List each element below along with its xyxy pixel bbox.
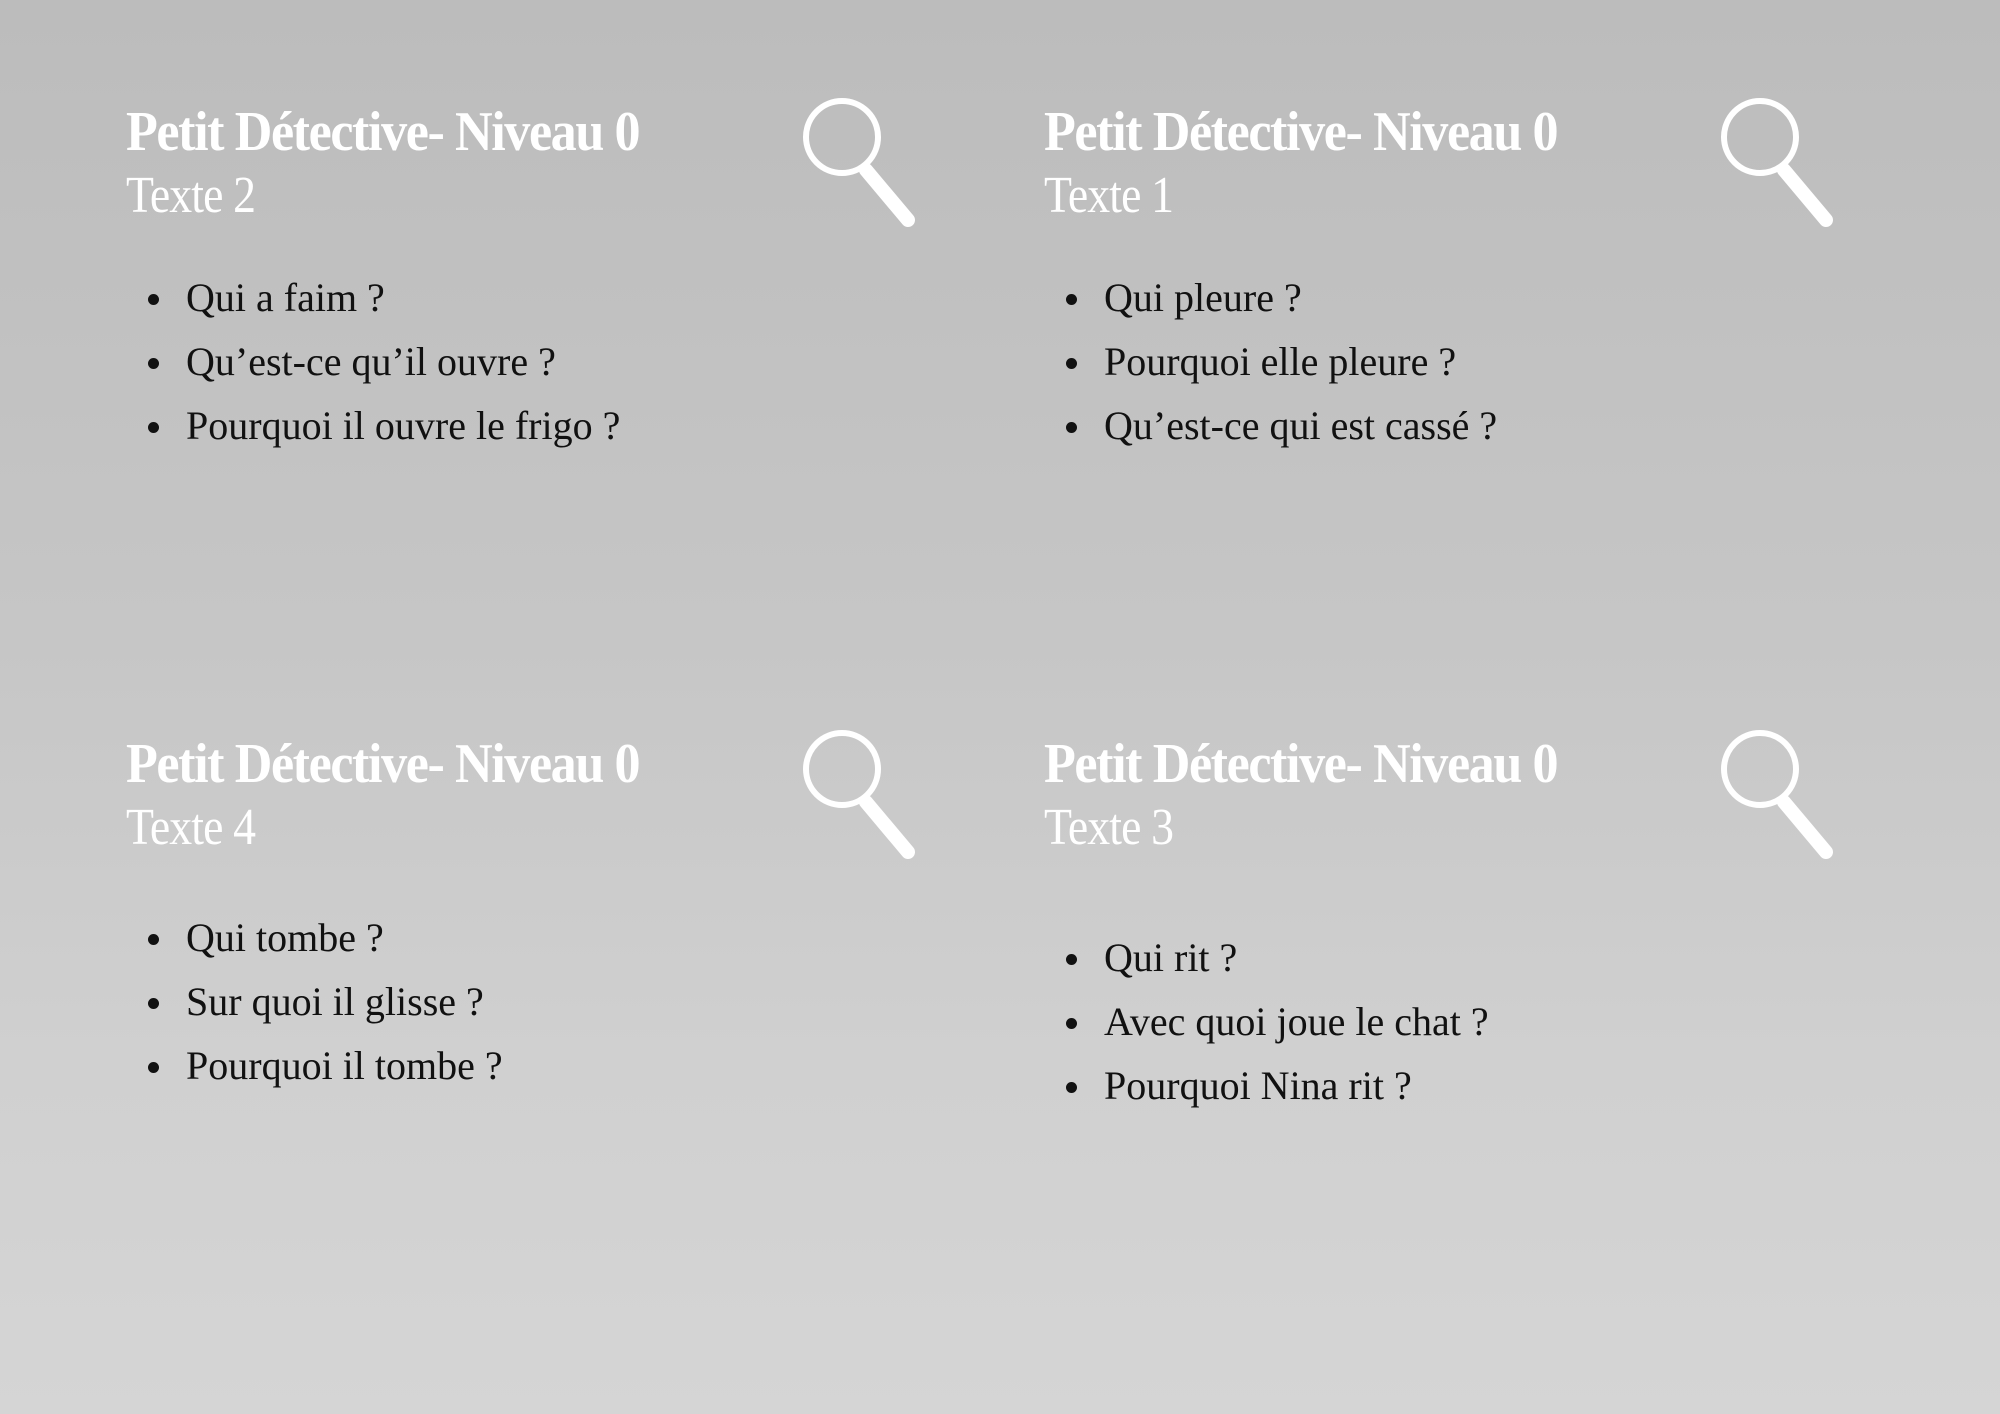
magnifying-glass-icon <box>796 98 926 258</box>
card-texte-3 <box>1044 733 1884 1256</box>
list-item <box>1064 934 1489 998</box>
list-item <box>1064 402 1497 466</box>
question-text: Pourquoi il tombe ? <box>186 1043 503 1088</box>
bullet-icon <box>1066 422 1077 433</box>
question-list <box>1064 934 1489 1126</box>
question-list <box>146 274 620 466</box>
question-text: Pourquoi elle pleure ? <box>1104 339 1457 384</box>
bullet-icon <box>1066 1082 1077 1093</box>
card-title: Petit Détective- Niveau 0 <box>126 733 640 795</box>
question-list <box>1064 274 1497 466</box>
list-item <box>146 402 620 466</box>
magnifying-glass-icon <box>796 730 926 890</box>
bullet-icon <box>148 998 159 1009</box>
question-text: Qui a faim ? <box>186 275 385 320</box>
list-item <box>1064 1062 1489 1126</box>
card-subtitle: Texte 2 <box>126 167 256 224</box>
bullet-icon <box>148 1062 159 1073</box>
list-item <box>146 914 503 978</box>
question-text: Pourquoi il ouvre le frigo ? <box>186 403 621 448</box>
card-subtitle: Texte 3 <box>1044 799 1174 856</box>
question-text: Avec quoi joue le chat ? <box>1104 999 1489 1044</box>
question-list <box>146 914 503 1106</box>
bullet-icon <box>1066 1018 1077 1029</box>
bullet-icon <box>148 422 159 433</box>
question-text: Qu’est-ce qui est cassé ? <box>1104 403 1498 448</box>
list-item <box>146 978 503 1042</box>
bullet-icon <box>1066 954 1077 965</box>
magnifying-glass-icon <box>1714 730 1844 890</box>
list-item <box>1064 998 1489 1062</box>
bullet-icon <box>148 294 159 305</box>
list-item <box>1064 274 1497 338</box>
bullet-icon <box>148 358 159 369</box>
list-item <box>146 1042 503 1106</box>
card-title: Petit Détective- Niveau 0 <box>126 101 640 163</box>
card-texte-2 <box>126 101 966 624</box>
card-texte-1 <box>1044 101 1884 624</box>
card-subtitle: Texte 1 <box>1044 167 1174 224</box>
card-subtitle: Texte 4 <box>126 799 256 856</box>
question-text: Qu’est-ce qu’il ouvre ? <box>186 339 556 384</box>
magnifying-glass-icon <box>1714 98 1844 258</box>
question-text: Sur quoi il glisse ? <box>186 979 484 1024</box>
list-item <box>146 274 620 338</box>
bullet-icon <box>1066 358 1077 369</box>
card-texte-4 <box>126 733 966 1256</box>
bullet-icon <box>1066 294 1077 305</box>
question-text: Qui tombe ? <box>186 915 384 960</box>
list-item <box>1064 338 1497 402</box>
question-text: Qui pleure ? <box>1104 275 1302 320</box>
question-text: Qui rit ? <box>1104 935 1238 980</box>
question-text: Pourquoi Nina rit ? <box>1104 1063 1412 1108</box>
card-title: Petit Détective- Niveau 0 <box>1044 733 1558 795</box>
card-title: Petit Détective- Niveau 0 <box>1044 101 1558 163</box>
bullet-icon <box>148 934 159 945</box>
list-item <box>146 338 620 402</box>
